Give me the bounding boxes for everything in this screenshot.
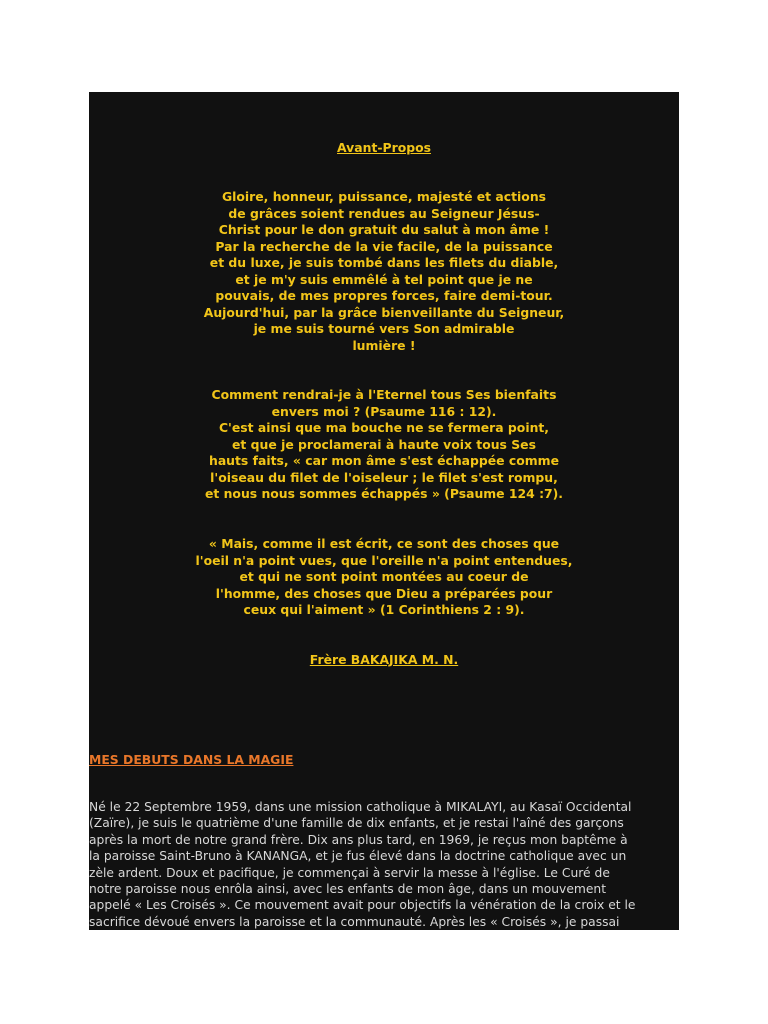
signature-block <box>89 652 679 669</box>
foreword-paragraph-3: « Mais, comme il est écrit, ce sont des choses que l'oeil n'a point vues, que l'oreille n'a point entendues, et qui ne sont point montées au coeur de l'homme, des choses que Dieu a préparées pour ceux qui l'aiment » (1 Corinthiens 2 : 9). <box>195 536 573 617</box>
signature: Frère BAKAJIKA M. N. <box>309 652 459 667</box>
foreword-title: Avant-Propos <box>337 140 431 155</box>
document-page <box>89 92 679 930</box>
foreword-paragraph-3-block <box>89 536 679 619</box>
foreword-paragraph-1-block <box>89 189 679 354</box>
foreword-title-block <box>89 140 679 157</box>
foreword-paragraph-2-block <box>89 387 679 503</box>
foreword-paragraph-2: Comment rendrai-je à l'Eternel tous Ses bienfaits envers moi ? (Psaume 116 : 12). C'est ainsi que ma bouche ne se fermera point, et que je proclamerai à haute voix tous Ses hauts faits, « car mon âme s'est échappée comme l'oiseau du filet de l'oiseleur ; le filet s'est rompu, et nous nous sommes échappés » (Psaume 124 :7). <box>204 387 564 501</box>
section-body: Né le 22 Septembre 1959, dans une mission catholique à MIKALAYI, au Kasaï Occidental (Zaïre), je suis le quatrième d'une famille de dix enfants, et je restai l'aîné des garçons après la mort de notre grand frère. Dix ans plus tard, en 1969, je reçus mon baptême à la paroisse Saint-Bruno à KANANGA, et je fus élevé dans la doctrine catholique avec un zèle ardent. Doux et pacifique, je commençai à servir la messe à l'église. Le Curé de notre paroisse nous enrôla ainsi, avec les enfants de mon âge, dans un mouvement appelé « Les Croisés ». Ce mouvement avait pour objectifs la vénération de la croix et le sacrifice dévoué envers la paroisse et la communauté. Après les « Croisés », je passai <box>89 800 636 929</box>
foreword-paragraph-1: Gloire, honneur, puissance, majesté et actions de grâces soient rendues au Seigneur Jésus- Christ pour le don gratuit du salut à mon âme ! Par la recherche de la vie facile, de la puissance et du luxe, je suis tombé dans les filets du diable, et je m'y suis emmêlé à tel point que je ne pouvais, de mes propres forces, faire demi-tour. Aujourd'hui, par la grâce bienveillante du Seigneur, je me suis tourné vers Son admirable lumière ! <box>203 189 565 353</box>
section-heading: MES DEBUTS DANS LA MAGIE <box>89 752 294 767</box>
